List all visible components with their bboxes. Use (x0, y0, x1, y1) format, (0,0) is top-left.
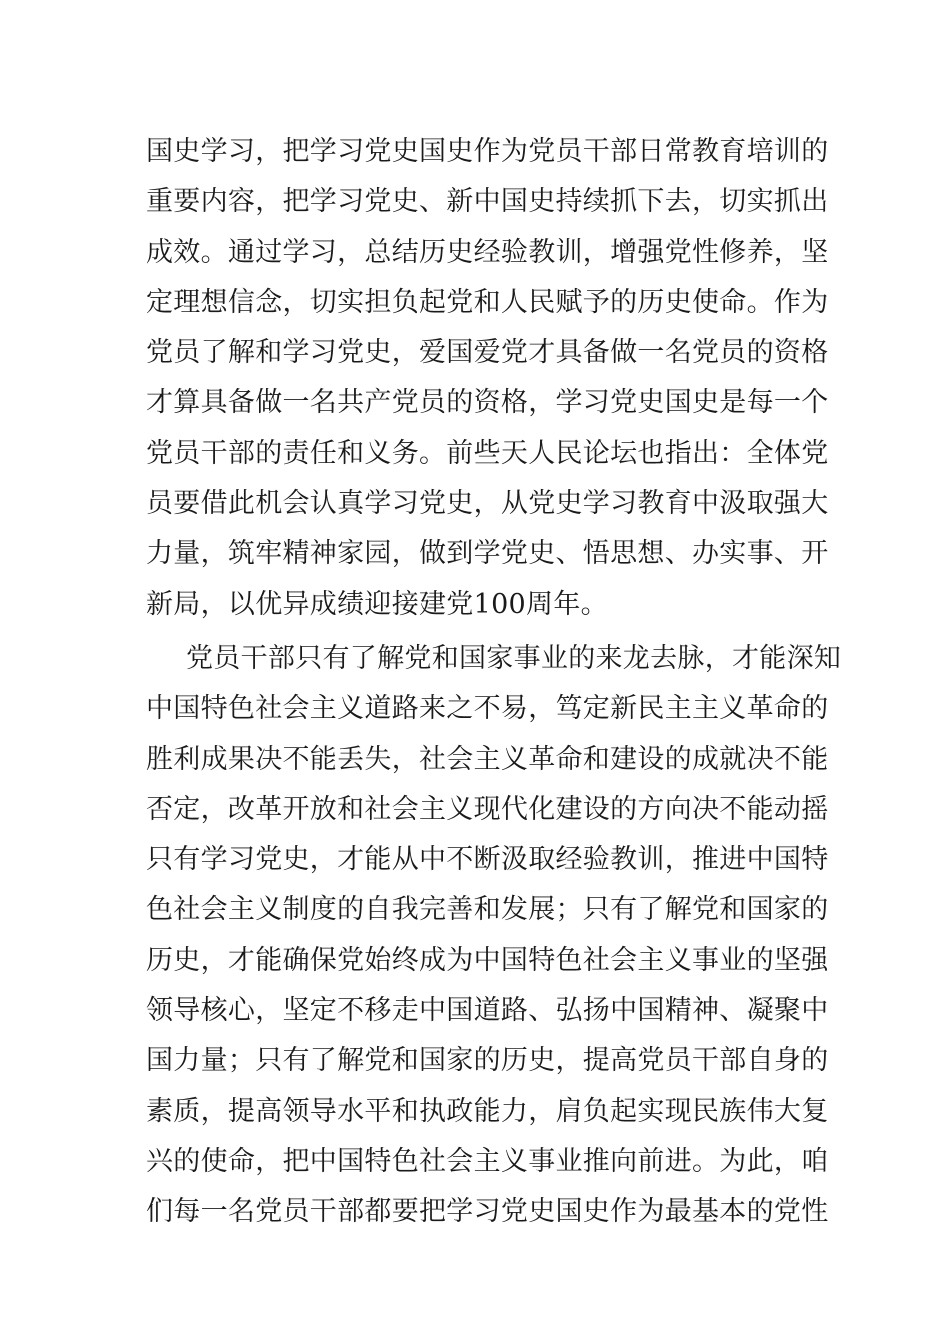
text-line: 定理想信念，切实担负起党和人民赋予的历史使命。作为 (146, 286, 829, 318)
text-line: 成效。通过学习，总结历史经验教训，增强党性修养，坚 (146, 236, 829, 268)
paragraph-1 (146, 127, 829, 630)
text-line: 员要借此机会认真学习党史，从党史学习教育中汲取强大 (146, 488, 829, 520)
text-line: 色社会主义制度的自我完善和发展；只有了解党和国家的 (146, 894, 829, 926)
text-line: 国力量；只有了解党和国家的历史，提高党员干部自身的 (146, 1045, 829, 1077)
text-line: 才算具备做一名共产党员的资格，学习党史国史是每一个 (146, 387, 829, 419)
text-line: 力量，筑牢精神家园，做到学党史、悟思想、办实事、开 (146, 538, 829, 570)
text-line: 国史学习，把学习党史国史作为党员干部日常教育培训的 (146, 136, 829, 167)
text-line: 历史，才能确保党始终成为中国特色社会主义事业的坚强 (146, 944, 829, 976)
paragraph-2 (146, 634, 842, 1238)
text-line: 否定，改革开放和社会主义现代化建设的方向决不能动摇 (146, 793, 829, 825)
text-line: 党员了解和学习党史，爱国爱党才具备做一名党员的资格 (146, 337, 829, 369)
text-line: 新局，以优异成绩迎接建党100周年。 (146, 588, 608, 620)
text-line: 胜利成果决不能丢失，社会主义革命和建设的成就决不能 (146, 743, 829, 775)
body-text (146, 127, 842, 1238)
text-line: 中国特色社会主义道路来之不易，笃定新民主主义革命的 (146, 693, 829, 725)
text-line: 们每一名党员干部都要把学习党史国史作为最基本的党性 (146, 1196, 829, 1228)
text-line: 党员干部的责任和义务。前些天人民论坛也指出：全体党 (146, 437, 829, 469)
text-line: 领导核心，坚定不移走中国道路、弘扬中国精神、凝聚中 (146, 995, 829, 1027)
text-line: 党员干部只有了解党和国家事业的来龙去脉，才能深知 (186, 642, 842, 674)
text-line: 兴的使命，把中国特色社会主义事业推向前进。为此，咱 (146, 1145, 829, 1177)
text-line: 素质，提高领导水平和执政能力，肩负起实现民族伟大复 (146, 1095, 829, 1127)
text-line: 重要内容，把学习党史、新中国史持续抓下去，切实抓出 (146, 186, 829, 218)
text-line: 只有学习党史，才能从中不断汲取经验教训，推进中国特 (146, 844, 829, 876)
